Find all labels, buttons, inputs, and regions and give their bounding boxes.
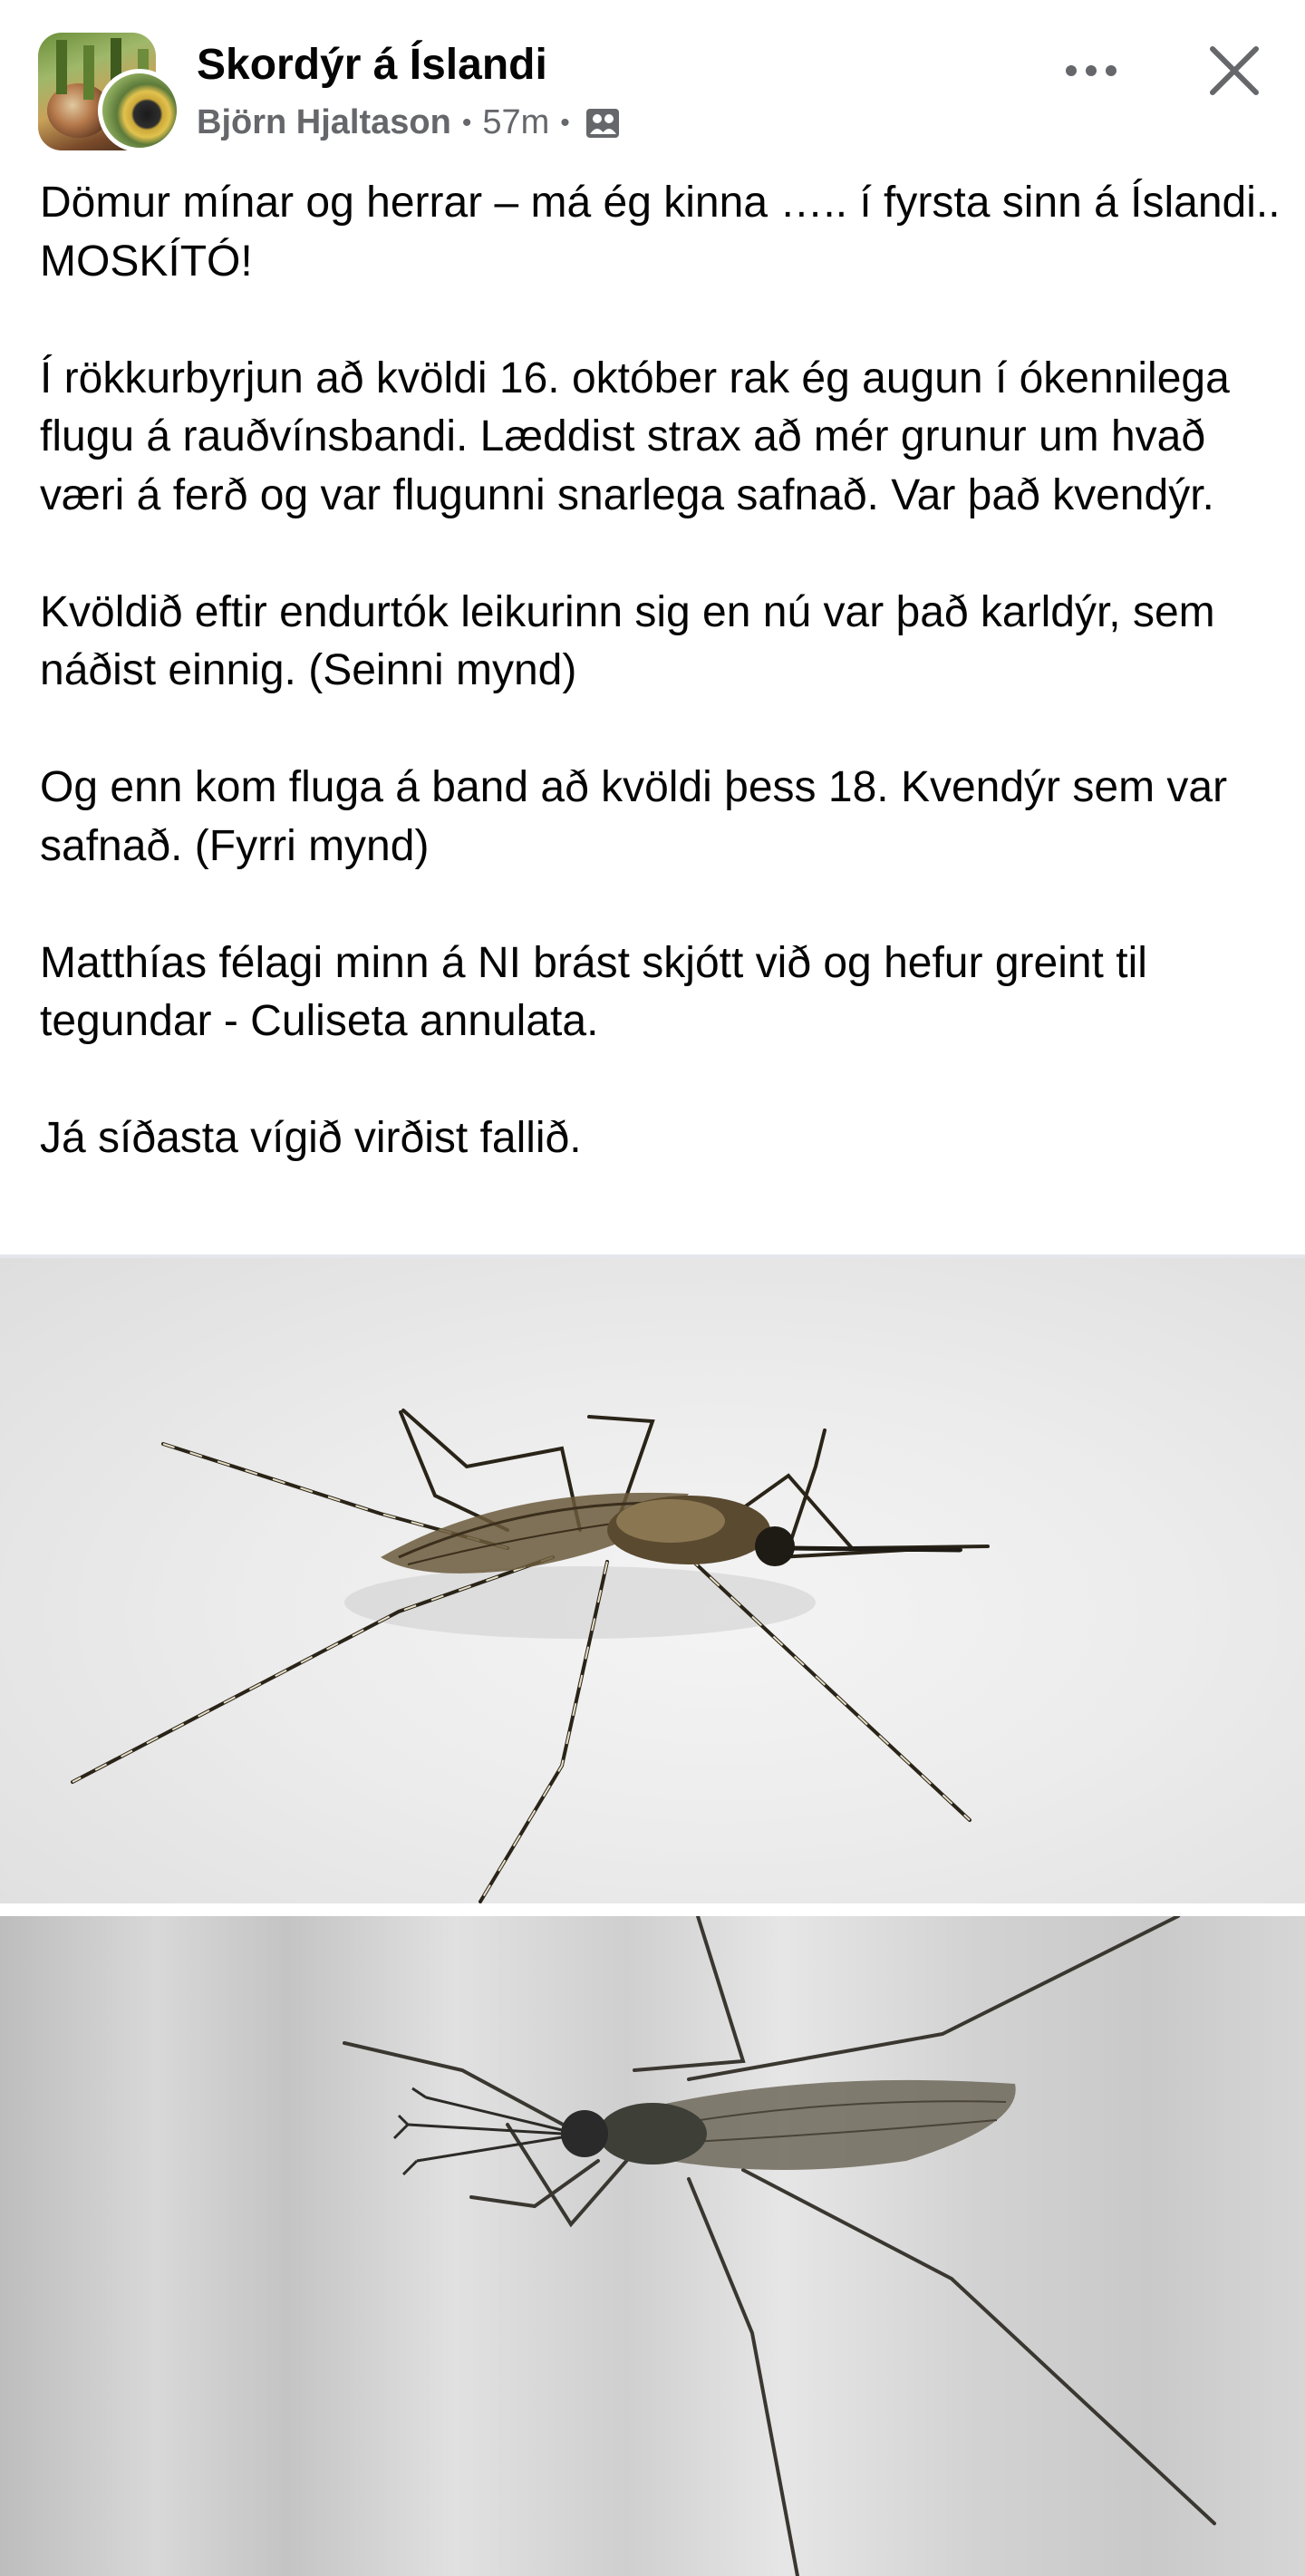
author-name-link[interactable]: Björn Hjaltason — [197, 103, 451, 141]
photo-divider — [0, 1903, 1305, 1916]
meta-separator: • — [560, 107, 570, 138]
post-header — [0, 0, 1305, 163]
group-members-icon — [585, 107, 621, 140]
timestamp-link[interactable]: 57m — [482, 103, 550, 141]
more-horizontal-icon — [1064, 63, 1118, 78]
avatar[interactable] — [38, 33, 183, 156]
meta-separator: • — [461, 107, 472, 138]
close-button[interactable] — [1202, 38, 1267, 103]
post-paragraph: Matthías félagi minn á NI brást skjótt við og hefur greint til tegundar - Culiseta annulata. — [40, 938, 1147, 1045]
more-options-button[interactable] — [1058, 45, 1124, 96]
user-avatar[interactable] — [98, 69, 181, 152]
post-body — [40, 174, 1281, 1168]
post-paragraph: Og enn kom fluga á band að kvöldi þess 18. Kvendýr sem var safnað. (Fyrri mynd) — [40, 763, 1228, 870]
mosquito-female-photo[interactable] — [0, 1258, 1305, 1903]
group-name-link[interactable]: Skordýr á Íslandi — [197, 41, 547, 89]
post-paragraph: Já síðasta vígið virðist fallið. — [40, 1114, 582, 1162]
post-meta — [197, 103, 621, 142]
close-icon — [1209, 45, 1260, 96]
mosquito-male-photo[interactable] — [0, 1916, 1305, 2576]
post-paragraph: Kvöldið eftir endurtók leikurinn sig en nú var það karldýr, sem náðist einnig. (Seinni mynd) — [40, 587, 1215, 694]
post-paragraph: Dömur mínar og herrar – má ég kinna ….. í fyrsta sinn á Íslandi.. MOSKÍTÓ! — [40, 179, 1281, 286]
post-paragraph: Í rökkurbyrjun að kvöldi 16. október rak ég augun í ókennilega flugu á rauðvínsbandi. Læddist strax að mér grunur um hvað væri á ferð og var flugunni snarlega safnað. Var það kvendýr. — [40, 353, 1230, 519]
